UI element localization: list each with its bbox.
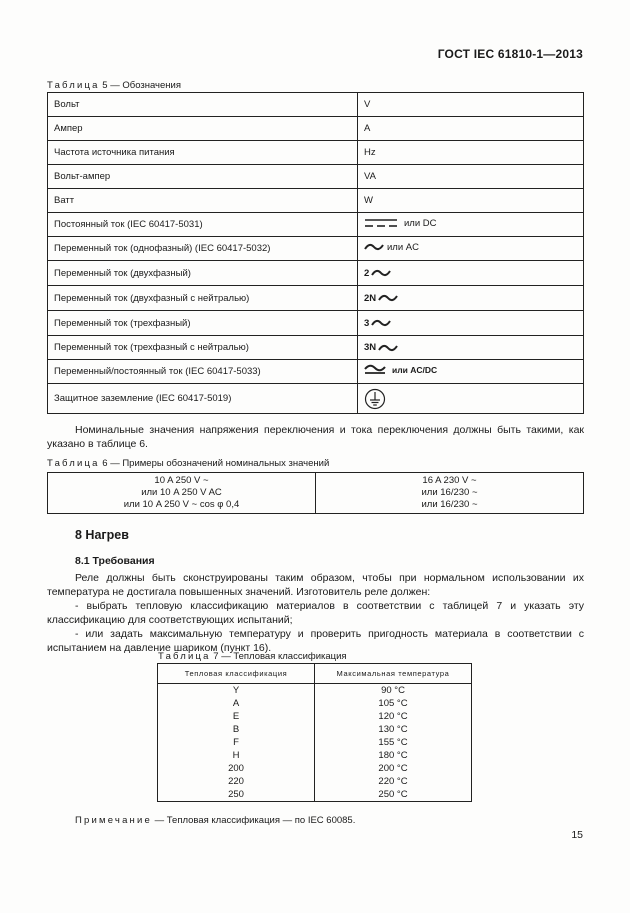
table-note — [75, 815, 355, 826]
table-cell: Hz — [358, 141, 584, 165]
table-row — [158, 749, 472, 762]
table-cell: 200 °С — [315, 762, 472, 775]
table-cell — [48, 473, 316, 514]
alternating-current-icon — [378, 293, 398, 303]
symbol-text: или AC — [387, 241, 419, 253]
table-row — [48, 286, 584, 311]
column-header: Максимальная температура — [315, 664, 472, 684]
table-cell — [358, 311, 584, 336]
table-cell: Переменный ток (однофазный) (IEC 60417-5032) — [48, 237, 358, 261]
cell-line: 16 A 230 V ~ — [422, 475, 477, 486]
table-cell: 250 °С — [315, 788, 472, 802]
table5-caption-text: 5 — Обозначения — [99, 80, 181, 91]
table-cell — [358, 360, 584, 384]
table-cell: V — [358, 93, 584, 117]
table-cell: 200 — [158, 762, 315, 775]
table-row — [158, 775, 472, 788]
table-cell: Ватт — [48, 189, 358, 213]
table-row — [158, 684, 472, 698]
table-row — [48, 237, 584, 261]
table-row — [48, 336, 584, 360]
table-cell: F — [158, 736, 315, 749]
designations-table — [47, 92, 584, 414]
paragraph-text: - или задать максимальную температуру и проверить пригодность материала в соответствии с испытанием на давление шариком (пункт 16). — [47, 628, 584, 654]
alternating-current-icon — [371, 318, 391, 328]
table-row — [48, 117, 584, 141]
symbol-text: или DC — [404, 217, 437, 229]
table-cell: Ампер — [48, 117, 358, 141]
table7-caption-word: Таблица — [158, 651, 211, 662]
table-row — [158, 788, 472, 802]
table-cell: H — [158, 749, 315, 762]
table-cell: 130 °С — [315, 723, 472, 736]
note-text: — Тепловая классификация — по IEC 60085. — [152, 815, 356, 826]
page-number: 15 — [571, 829, 583, 841]
note-word: Примечание — [75, 815, 152, 826]
table-cell: Переменный ток (трехфазный с нейтралью) — [48, 336, 358, 360]
table-cell — [358, 237, 584, 261]
table-row — [158, 710, 472, 723]
subsection-heading: 8.1 Требования — [75, 555, 155, 567]
table-cell: Переменный ток (двухфазный с нейтралью) — [48, 286, 358, 311]
table-row — [48, 213, 584, 237]
table-cell — [316, 473, 584, 514]
table7-caption-text: 7 — Тепловая классификация — [210, 651, 347, 662]
symbol-text: 2N — [364, 292, 377, 304]
table-row — [158, 762, 472, 775]
table7-caption — [158, 651, 347, 662]
cell-line: или 10 A 250 V ~ cos φ 0,4 — [123, 499, 240, 510]
paragraph-text: Реле должны быть сконструированы таким образом, чтобы при нормальном использовании их температура не достигала повышенных значений. Изготовитель реле должен: — [47, 572, 584, 598]
rating-examples-table — [47, 472, 584, 514]
table-cell — [358, 213, 584, 237]
table-row — [48, 473, 584, 514]
table-row — [48, 165, 584, 189]
table-cell — [358, 384, 584, 414]
table-row — [48, 261, 584, 286]
cell-line: или 16/230 ~ — [421, 487, 478, 498]
table-cell: Y — [158, 684, 315, 698]
table-cell: 105 °С — [315, 697, 472, 710]
alternating-current-icon — [371, 268, 391, 278]
table5-caption-word: Таблица — [47, 80, 100, 91]
table-cell: 250 — [158, 788, 315, 802]
symbol-text: 3 — [364, 317, 370, 329]
thermal-classification-table — [157, 663, 472, 802]
cell-line: или 16/230 ~ — [421, 499, 478, 510]
direct-current-icon — [364, 218, 398, 228]
paragraph-text: - выбрать тепловую классификацию материалов в соответствии с таблицей 7 и указать эту классификацию для соответствующих испытаний; — [47, 600, 584, 626]
table-cell: 155 °С — [315, 736, 472, 749]
table6-caption-word: Таблица — [47, 458, 100, 469]
table-row — [158, 723, 472, 736]
column-header: Тепловая классификация — [158, 664, 315, 684]
table-cell: Частота источника питания — [48, 141, 358, 165]
table-cell: Постоянный ток (IEC 60417-5031) — [48, 213, 358, 237]
alternating-current-icon — [364, 242, 384, 252]
table-cell: B — [158, 723, 315, 736]
table-cell: A — [358, 117, 584, 141]
protective-earth-icon — [364, 388, 386, 410]
table5-caption — [47, 80, 181, 91]
cell-line: 10 A 250 V ~ — [154, 475, 209, 486]
table-cell — [358, 261, 584, 286]
table-cell: 180 °С — [315, 749, 472, 762]
table-cell — [358, 286, 584, 311]
ac-dc-icon — [364, 364, 386, 376]
table-row — [48, 93, 584, 117]
table-row — [48, 311, 584, 336]
table-row — [48, 360, 584, 384]
symbol-text: или AC/DC — [392, 365, 438, 375]
table-header-row — [158, 664, 472, 684]
table-cell: 220 °С — [315, 775, 472, 788]
table-row — [158, 697, 472, 710]
requirements-text — [47, 571, 584, 655]
table-cell: Переменный/постоянный ток (IEC 60417-5033) — [48, 360, 358, 384]
section-heading: 8 Нагрев — [75, 528, 129, 542]
table-cell: Защитное заземление (IEC 60417-5019) — [48, 384, 358, 414]
table-cell: Переменный ток (двухфазный) — [48, 261, 358, 286]
table-cell: 90 °С — [315, 684, 472, 698]
alternating-current-icon — [378, 343, 398, 353]
table-cell: W — [358, 189, 584, 213]
table-row — [48, 189, 584, 213]
symbol-text: 3N — [364, 342, 377, 353]
table-cell: Вольт-ампер — [48, 165, 358, 189]
table-cell: Вольт — [48, 93, 358, 117]
paragraph — [47, 423, 584, 451]
table-cell: 220 — [158, 775, 315, 788]
table-cell: A — [158, 697, 315, 710]
table-row — [48, 141, 584, 165]
table6-caption-text: 6 — Примеры обозначений номинальных значений — [99, 458, 330, 469]
table-cell: VA — [358, 165, 584, 189]
table-cell: E — [158, 710, 315, 723]
paragraph-text: Номинальные значения напряжения переключения и тока переключения должны быть такими, как указано в таблице 6. — [47, 424, 584, 450]
symbol-text: 2 — [364, 267, 370, 279]
cell-line: или 10 A 250 V AC — [141, 487, 222, 498]
table6-caption — [47, 458, 329, 469]
table-row — [48, 384, 584, 414]
table-cell: 120 °С — [315, 710, 472, 723]
table-row — [158, 736, 472, 749]
document-header: ГОСТ IEC 61810-1—2013 — [437, 47, 583, 61]
table-cell — [358, 336, 584, 360]
table-cell: Переменный ток (трехфазный) — [48, 311, 358, 336]
